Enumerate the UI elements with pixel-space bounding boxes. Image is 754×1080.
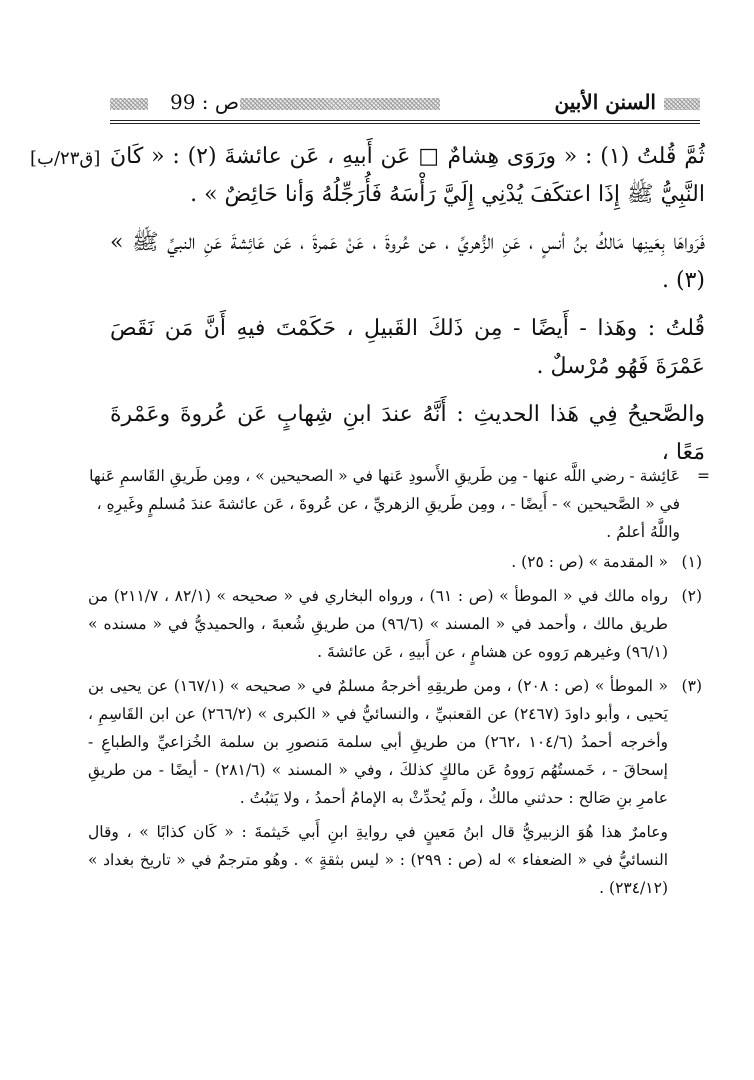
header-rule-bottom [110,123,700,124]
main-paragraph: فَرَواهَا بِعَينِها مَالكُ بنُ أنسٍ ، عَنِ الزُّهريِّ ، عن عُروةَ ، عَنْ عَمرةَ ، عَن عَائِشةَ عَنِ النبيِّ ﷺ » (٣) . [110,230,705,293]
header-ornament-right [664,98,700,110]
footnote-text: « الموطأ » (ص : ٢٠٨) ، ومن طريقِهِ أخرجهُ مسلمٌ في « صحيحه » (١٦٧/١) عن يحيى بن يَحيى ، وأبو داودَ (٢٤٦٧) عن القعنبيِّ ، والنسائيُّ في « الكبرى » (٢٦٦/٢) عن ابن القَاسِمِ ، وأخرجه أحمدُ (١٠٤/٦ ،٢٦٢) من طريقِ أبي سلمة مَنصورِ بن سلمة الخُزاعيِّ والطباعِ - إسحاقَ - ، خَمستُهُم رَووهُ عَن مالكٍ كذلكَ ، وفي « المسند » (٢٨١/٦) - أيضًا - من طريقِ عامرِ بنِ صَالح : حدثني مالكٌ ، ولَم يُحدِّثْ به الإمامُ أحمدُ ، ولا يَثبُتُ . [88,677,669,807]
manuscript-folio-note: [ق٢٣/ب] [30,148,101,169]
footnote-text: « المقدمة » (ص : ٢٥) . [511,553,668,571]
continuation-marker: = [697,467,710,485]
header-rule-top [110,120,700,121]
footnote-number: (٣) [681,677,702,695]
footnote-closing-paragraph: وعامرٌ هذا هُوَ الزبيريُّ قال ابنُ مَعينٍ في روايةِ ابنِ أَبي خَيثمةَ : « كَان كذابًا » ، وقال النسائيُّ في « الضعفاء » له (ص : ٢٩٩) : « ليس بثقةٍ » . وهُو مترجمٌ في « تاريخ بغداد » (٢٣٤/١٢) . [88,823,668,897]
footnote-number: (٢) [681,587,702,605]
footnotes [88,462,710,902]
main-paragraph: قُلتُ : وهَذا - أَيضًا - مِن ذَلكَ القَبيلِ ، حَكَمْتَ فيهِ أَنَّ مَن نَقَصَ عَمْرَةَ فَهُو مُرْسلٌ . [110,316,705,379]
page-number: ص : 99 [170,90,240,114]
page-header [110,92,700,120]
footnote-continuation [88,462,710,546]
footnote-item [88,672,702,812]
footnote-item [88,548,702,576]
header-ornament-left [110,98,148,110]
header-ornament-middle [240,98,440,110]
main-paragraph: والصَّحيحُ فِي هَذا الحديثِ : أَنَّهُ عندَ ابنِ شِهابٍ عَن عُروةَ وعَمْرةَ مَعًا ، [110,402,705,465]
footnote-number: (١) [681,553,702,571]
running-title: السنن الأبين [554,90,656,114]
continuation-text: عَائِشة - رضي اللَّه عنها - مِن طَريقِ الأَسودِ عَنها في « الصحيحين » ، ومِن طَريقِ القَاسمِ عَنها في « الصَّحيحين » - أَيضًا - ، ومِن طَريقِ الزهريِّ ، عن عُروةَ ، عَن عائشةَ عندَ مُسلمٍ وغَيرِهِ ، واللَّهُ أعلمُ . [89,467,680,541]
main-paragraph: ثُمَّ قُلتُ (١) : « ورَوَى هِشامٌ □ عَن أَبيهِ ، عَن عائشةَ (٢) : « كَانَ النَّبِيُّ ﷺ إِذَا اعتكَفَ يُدْنِي إِلَيَّ رَأْسَهُ فَأُرَجِّلُهُ وَأنا حَائِضٌ » . [110,144,705,207]
main-text [110,138,705,482]
footnote-text: رواه مالك في « الموطأ » (ص : ٦١) ، ورواه البخاري في « صحيحه » (٨٢/١ ، ٢١١/٧) من طريق مالك ، وأحمد في « المسند » (٩٦/٦) من طريقِ شُعبةَ ، والحميديُّ في « مسنده » (٩٦/١) وغيرهم رَووه عن هشامٍ ، عن أَبيهِ ، عَن عائشةَ . [88,587,669,661]
footnote-item [88,582,702,666]
